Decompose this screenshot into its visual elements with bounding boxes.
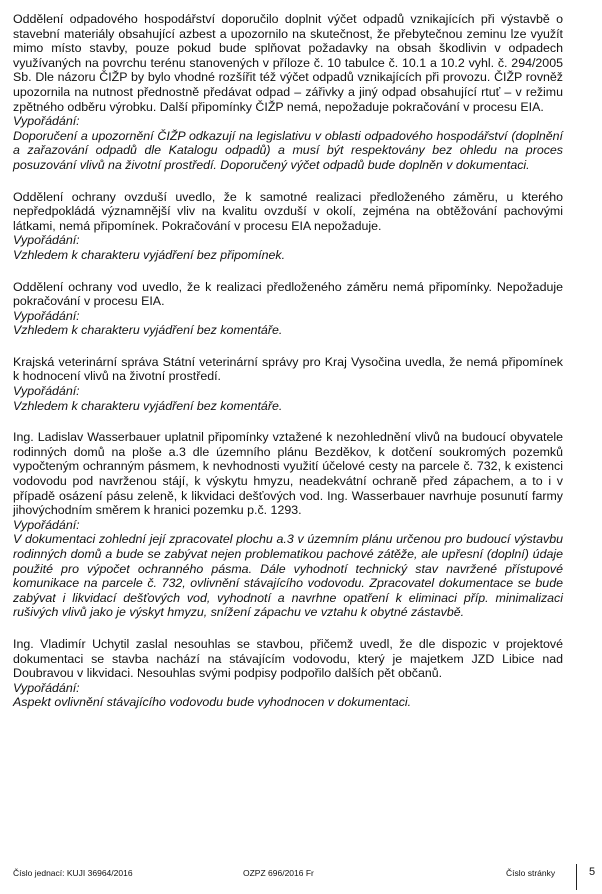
resolution-label: Vypořádání: bbox=[13, 517, 80, 532]
resolution-label: Vypořádání: bbox=[13, 233, 80, 248]
resolution-label: Vypořádání: bbox=[13, 680, 80, 695]
resolution-text: Vzhledem k charakteru vyjádření bez komentáře. bbox=[13, 398, 283, 413]
resolution-label: Vypořádání: bbox=[13, 114, 80, 129]
page-footer bbox=[13, 864, 602, 894]
comment-section-vody bbox=[13, 280, 563, 338]
comment-text: Ing. Ladislav Wasserbauer uplatnil připomínky vztažené k nezohlednění vlivů na budoucí obyvatele rodinných domů na ploše a.3 dle územního plánu Bezděkov, k dotčení soukromých pozemků vypočteným ochranným pásmem, k nevhodnosti využití účelové cesty na parcele č. 732, k existenci vodovodu pod navrženou stájí, k výskytu hmyzu, neadekvátní ochraně před zápachem, a to i v případě osázení pásu zeleně, k likvidaci dešťových vod. Ing. Wasserbauer navrhuje posunutí farmy jihovýchodním směrem k hranici pozemku p.č. 1293. bbox=[13, 430, 563, 518]
comment-text: Oddělení odpadového hospodářství doporučilo doplnit výčet odpadů vznikajících při výstavbě o stavební materiály obsahující azbest a upozornilo na skutečnost, že přebytečnou zeminu lze využít mimo místo stavby, pouze pokud bude splňovat požadavky na obsah škodlivin v odpadech využívaných na povrchu terénu stanovených v příloze č. 10 tabulce č. 10.1 a 10.2 vyhl. č. 294/2005 Sb. Dle názoru ČIŽP by bylo vhodné rozšířit též výčet odpadů vznikajících při provozu. ČIŽP rovněž upozornila na nutnost přednostně předávat odpad – zářivky a jiný odpad obsahující rtuť – v režimu zpětného odběru výrobku. Další připomínky ČIŽP nemá, nepožaduje pokračování v procesu EIA. bbox=[13, 12, 563, 114]
page-label: Číslo stránky bbox=[506, 868, 556, 878]
comment-section-ovzdusi bbox=[13, 190, 563, 263]
reference-number: Číslo jednací: KUJI 36964/2016 bbox=[13, 868, 133, 878]
comment-section-uchytil bbox=[13, 637, 563, 710]
comment-text: Oddělení ochrany ovzduší uvedlo, že k samotné realizaci předloženého záměru, u kterého nepředpokládá významnější vliv na kvalitu ovzduší v okolí, zejména na obtěžování pachovými látkami, nemá připomínek. Pokračování v procesu EIA nepožaduje. bbox=[13, 189, 563, 233]
resolution-text: Doporučení a upozornění ČIŽP odkazují na legislativu v oblasti odpadového hospodářství (doplnění a zařazování odpadů dle Katalogu odpadů) a musí být respektovány bez ohledu na proces posuzování vlivů na životní prostředí. Doporučený výčet odpadů bude doplněn v dokumentaci. bbox=[13, 128, 563, 172]
comment-section-odpady bbox=[13, 12, 563, 173]
comment-section-veterinarni bbox=[13, 355, 563, 413]
resolution-text: Vzhledem k charakteru vyjádření bez komentáře. bbox=[13, 323, 283, 338]
footer-divider bbox=[576, 864, 577, 890]
resolution-text: Aspekt ovlivnění stávajícího vodovodu bude vyhodnocen v dokumentaci. bbox=[13, 695, 412, 710]
comment-text: Ing. Vladimír Uchytil zaslal nesouhlas se stavbou, přičemž uvedl, že dle dispozic v projektové dokumentaci se stavba nachází na stávajícím vodovodu, který je majetkem JZD Libice nad Doubravou v likvidaci. Nesouhlas svými podpisy podpořilo dalších pět občanů. bbox=[13, 636, 563, 681]
document-body bbox=[13, 12, 563, 727]
document-code: OZPZ 696/2016 Fr bbox=[243, 868, 314, 878]
comment-text: Krajská veterinární správa Státní veterinární správy pro Kraj Vysočina uvedla, že nemá připomínek k hodnocení vlivů na životní prostředí. bbox=[13, 354, 563, 384]
resolution-text: Vzhledem k charakteru vyjádření bez připomínek. bbox=[13, 247, 286, 262]
resolution-text: V dokumentaci zohlední její zpracovatel plochu a.3 v územním plánu určenou pro budoucí výstavbu rodinných domů a bude se zabývat nejen problematikou pachové zátěže, ale upřesní (doplní) údaje použité pro výpočet ochranného pásma. Dále vyhodnotí technický stav navržené přístupové komunikace na parcele č. 732, ovlivnění stávajícího vodovodu. Zpracovatel dokumentace se bude zabývat i likvidací dešťových vod, vyhodnotí a navrhne opatření k eliminaci příp. minimalizaci rušivých vlivů jako je výskyt hmyzu, snížení zápachu ve vztahu k obytné zástavbě. bbox=[13, 532, 563, 620]
resolution-label: Vypořádání: bbox=[13, 308, 80, 323]
comment-section-wasserbauer bbox=[13, 430, 563, 620]
comment-text: Oddělení ochrany vod uvedlo, že k realizaci předloženého záměru nemá připomínky. Nepožaduje pokračování v procesu EIA. bbox=[13, 279, 563, 309]
resolution-label: Vypořádání: bbox=[13, 384, 80, 399]
page-number: 5 bbox=[589, 866, 596, 878]
